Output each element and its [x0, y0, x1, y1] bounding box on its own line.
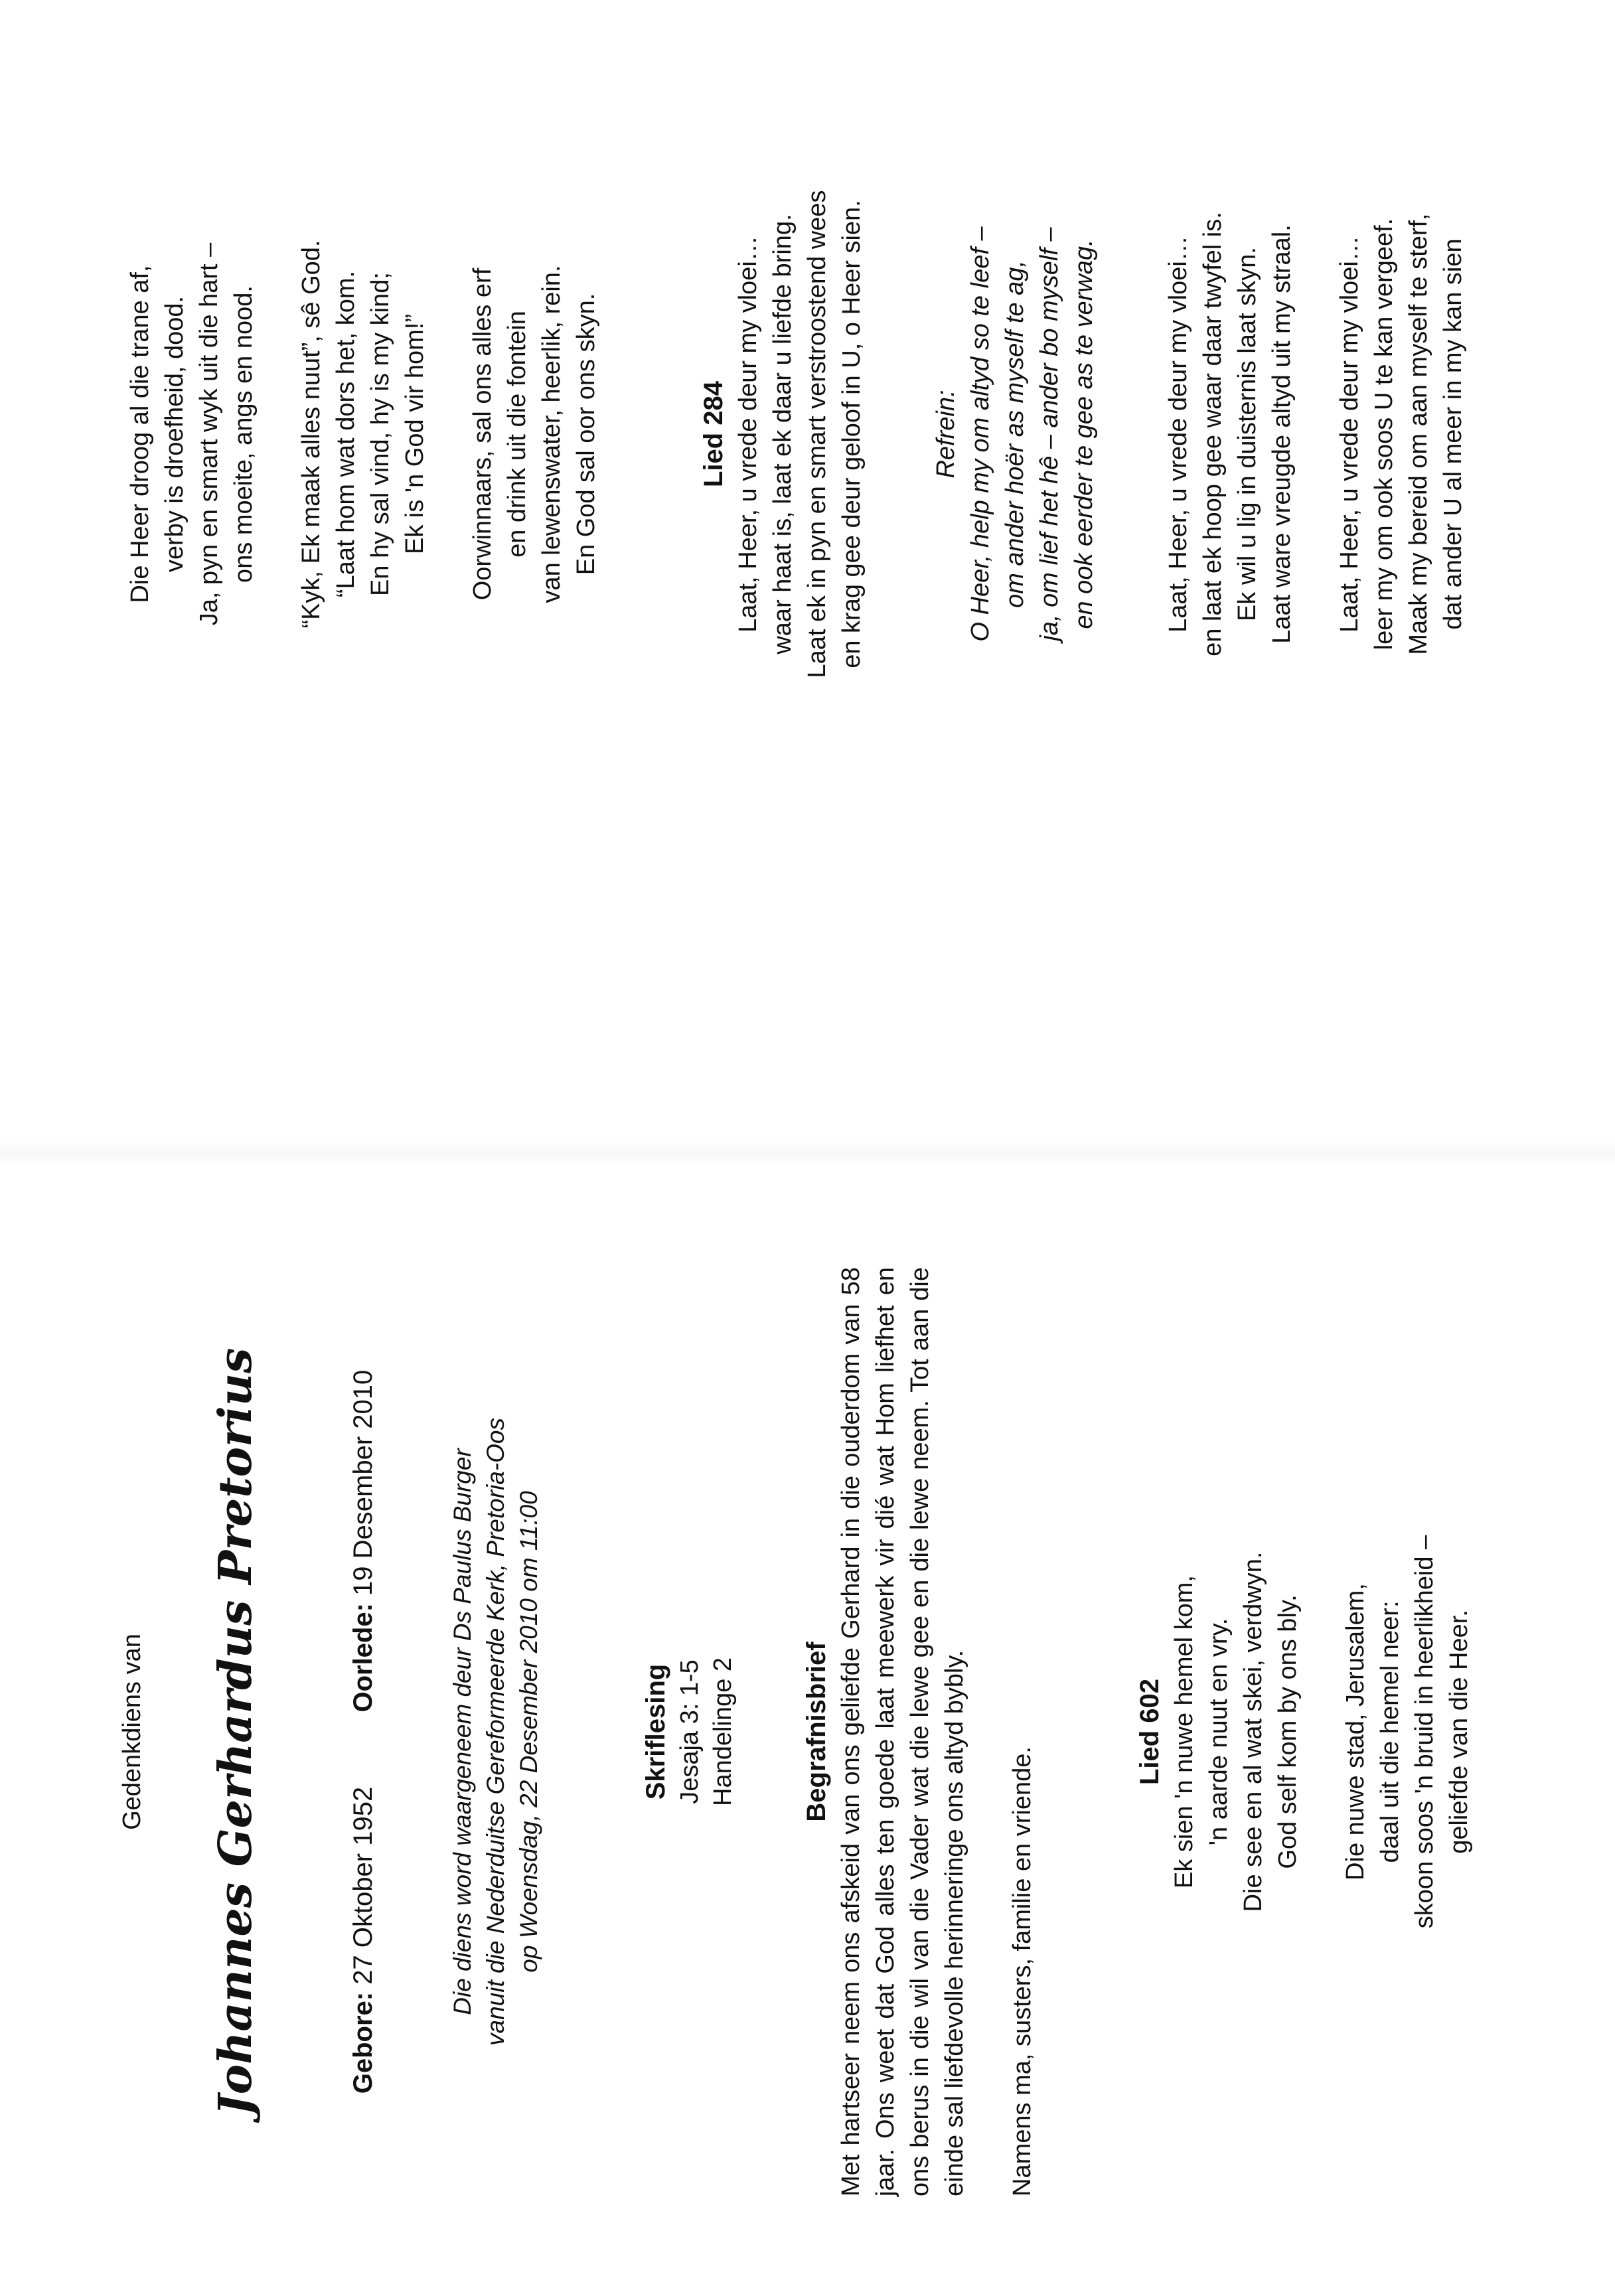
letter-signoff: Namens ma, susters, familie en vriende. — [1008, 1746, 1036, 2196]
left-page — [0, 1148, 1615, 2296]
hymn-line: skoon soos 'n bruid in heerlikheid – — [1411, 1535, 1438, 1929]
hymn-line: verby is droefheid, dood. — [161, 295, 189, 573]
deceased-name: Johannes Gerhardus Pretorius — [209, 1347, 262, 2116]
funeral-letter-text: Met hartseer neem ons afskeid van ons geliefde Gerhard in die ouderdom van 58 jaar. Ons weet dat God alles ten goede laat meewerk vir dié wat Hom liefhet en ons berus in die wil van die Vader wat die lewe gee en die lewe neem. Tot aan die einde sal liefdevolle herinneringe ons altyd bybly. — [837, 1267, 968, 2196]
hymn-stanza — [465, 52, 603, 816]
refrain-line: ja, om lief het hê – ander bo myself – — [1036, 227, 1063, 641]
hymn-line: God self kom by ons bly. — [1274, 1594, 1302, 1869]
hymn-stanza — [1332, 52, 1470, 816]
hymn-line: “Kyk, Ek maak alles nuut”, sê God. — [297, 240, 325, 629]
hymn-line: Laat, Heer, u vrede deur my vloei… — [1336, 236, 1363, 633]
hymn-title: Lied 602 — [1135, 1678, 1164, 1786]
hymn-line: van lewenswater, heerlik, rein. — [538, 265, 566, 603]
left-page-content — [116, 1267, 1476, 2196]
life-dates — [346, 1267, 380, 2196]
hymn-line: Die nuwe stad, Jerusalem, — [1342, 1583, 1369, 1880]
refrain-line: en ook eerder te gee as te verwag. — [1070, 239, 1098, 629]
refrain-line: O Heer, help my om altyd so te leef – — [966, 226, 994, 642]
hymn-line: en drink uit die fontein — [503, 311, 531, 558]
scripture-list — [673, 1267, 739, 2196]
scripture-reference: Handelinge 2 — [709, 1657, 737, 1806]
hymn-title: Lied 284 — [699, 380, 728, 488]
hymn-line: Ja, pyn en smart wyk uit die hart – — [195, 242, 223, 626]
hymn-stanza — [294, 52, 432, 816]
hymn-line: Ek sien 'n nuwe hemel kom, — [1170, 1575, 1198, 1888]
hymn-line: ons moeite, angs en nood. — [230, 285, 258, 583]
letter-heading: Begrafnisbrief — [802, 1642, 831, 1822]
scripture-heading: Skriflesing — [641, 1663, 670, 1800]
hymn-line: dat ander U al meer in my kan sien — [1439, 238, 1467, 630]
hymn-line: Oorwinnaars, sal ons alles erf — [469, 268, 497, 601]
hymn-line: leer my om ook soos U te kan vergeef. — [1370, 218, 1398, 651]
service-info — [446, 1267, 546, 2196]
born-date: 27 Oktober 1952 — [348, 1786, 378, 1985]
scripture-reference: Jesaja 3: 1-5 — [676, 1659, 704, 1804]
refrain-line: om ander hoër as myself te ag, — [1001, 260, 1029, 608]
hymn-stanza — [123, 52, 261, 816]
service-line: op Woensdag, 22 Desember 2010 om 11:00 — [515, 1491, 542, 1973]
refrain — [963, 52, 1101, 816]
hymn-line: Maak my bereid om aan myself te sterf, — [1405, 213, 1432, 655]
right-page-content — [123, 52, 1470, 816]
hymn-line: Ek is 'n God vir hom!” — [401, 313, 429, 555]
service-line: vanuit die Nederduitse Gereformeerde Kerk, Pretoria-Oos — [482, 1418, 509, 2046]
hymn-line: Die Heer droog al die trane af, — [126, 265, 154, 603]
born-label: Gebore: — [348, 1991, 378, 2094]
hymn-line: Laat ware vreugde altyd uit my straal. — [1268, 224, 1296, 644]
memorial-heading: Gedenkdiens van — [118, 1634, 146, 1830]
hymn-line: en laat ek hoop gee waar daar twyfel is. — [1199, 212, 1227, 656]
refrain-label: Refrein: — [932, 390, 960, 479]
hymn-line: geliefde van die Heer. — [1445, 1610, 1473, 1854]
hymn-line: En hy sal vind, hy is my kind; — [366, 272, 394, 596]
hymn-line: Laat, Heer, u vrede deur my vloei… — [1164, 236, 1192, 633]
hymn-stanza — [731, 52, 869, 816]
hymn-line: Die see en al wat skei, verdwyn. — [1239, 1551, 1267, 1912]
hymn-line: “Laat hom wat dors het, kom. — [332, 270, 360, 598]
hymn-line: daal uit die hemel neer: — [1376, 1600, 1404, 1863]
hymn-line: Laat, Heer, u vrede deur my vloei… — [734, 236, 762, 633]
died-date: 19 Desember 2010 — [348, 1369, 378, 1596]
hymn-line: en krag gee deur geloof in U, o Heer sien. — [838, 200, 866, 668]
died-label: Oorlede: — [348, 1603, 378, 1713]
hymn-stanza — [1167, 1267, 1305, 2196]
hymn-line: Laat ek in pyn en smart verstroostend wees — [803, 190, 831, 678]
hymn-stanza — [1161, 52, 1299, 816]
hymn-line: Ek wil u lig in duisternis laat skyn. — [1233, 247, 1261, 621]
service-line: Die diens word waargeneem deur Ds Paulus Burger — [449, 1448, 476, 2015]
hymn-line: 'n aarde nuut en vry. — [1205, 1618, 1233, 1846]
hymn-line: En God sal oor ons skyn. — [572, 293, 600, 575]
hymn-line: waar haat is, laat ek daar u liefde bring. — [769, 214, 797, 654]
hymn-stanza — [1338, 1267, 1476, 2196]
